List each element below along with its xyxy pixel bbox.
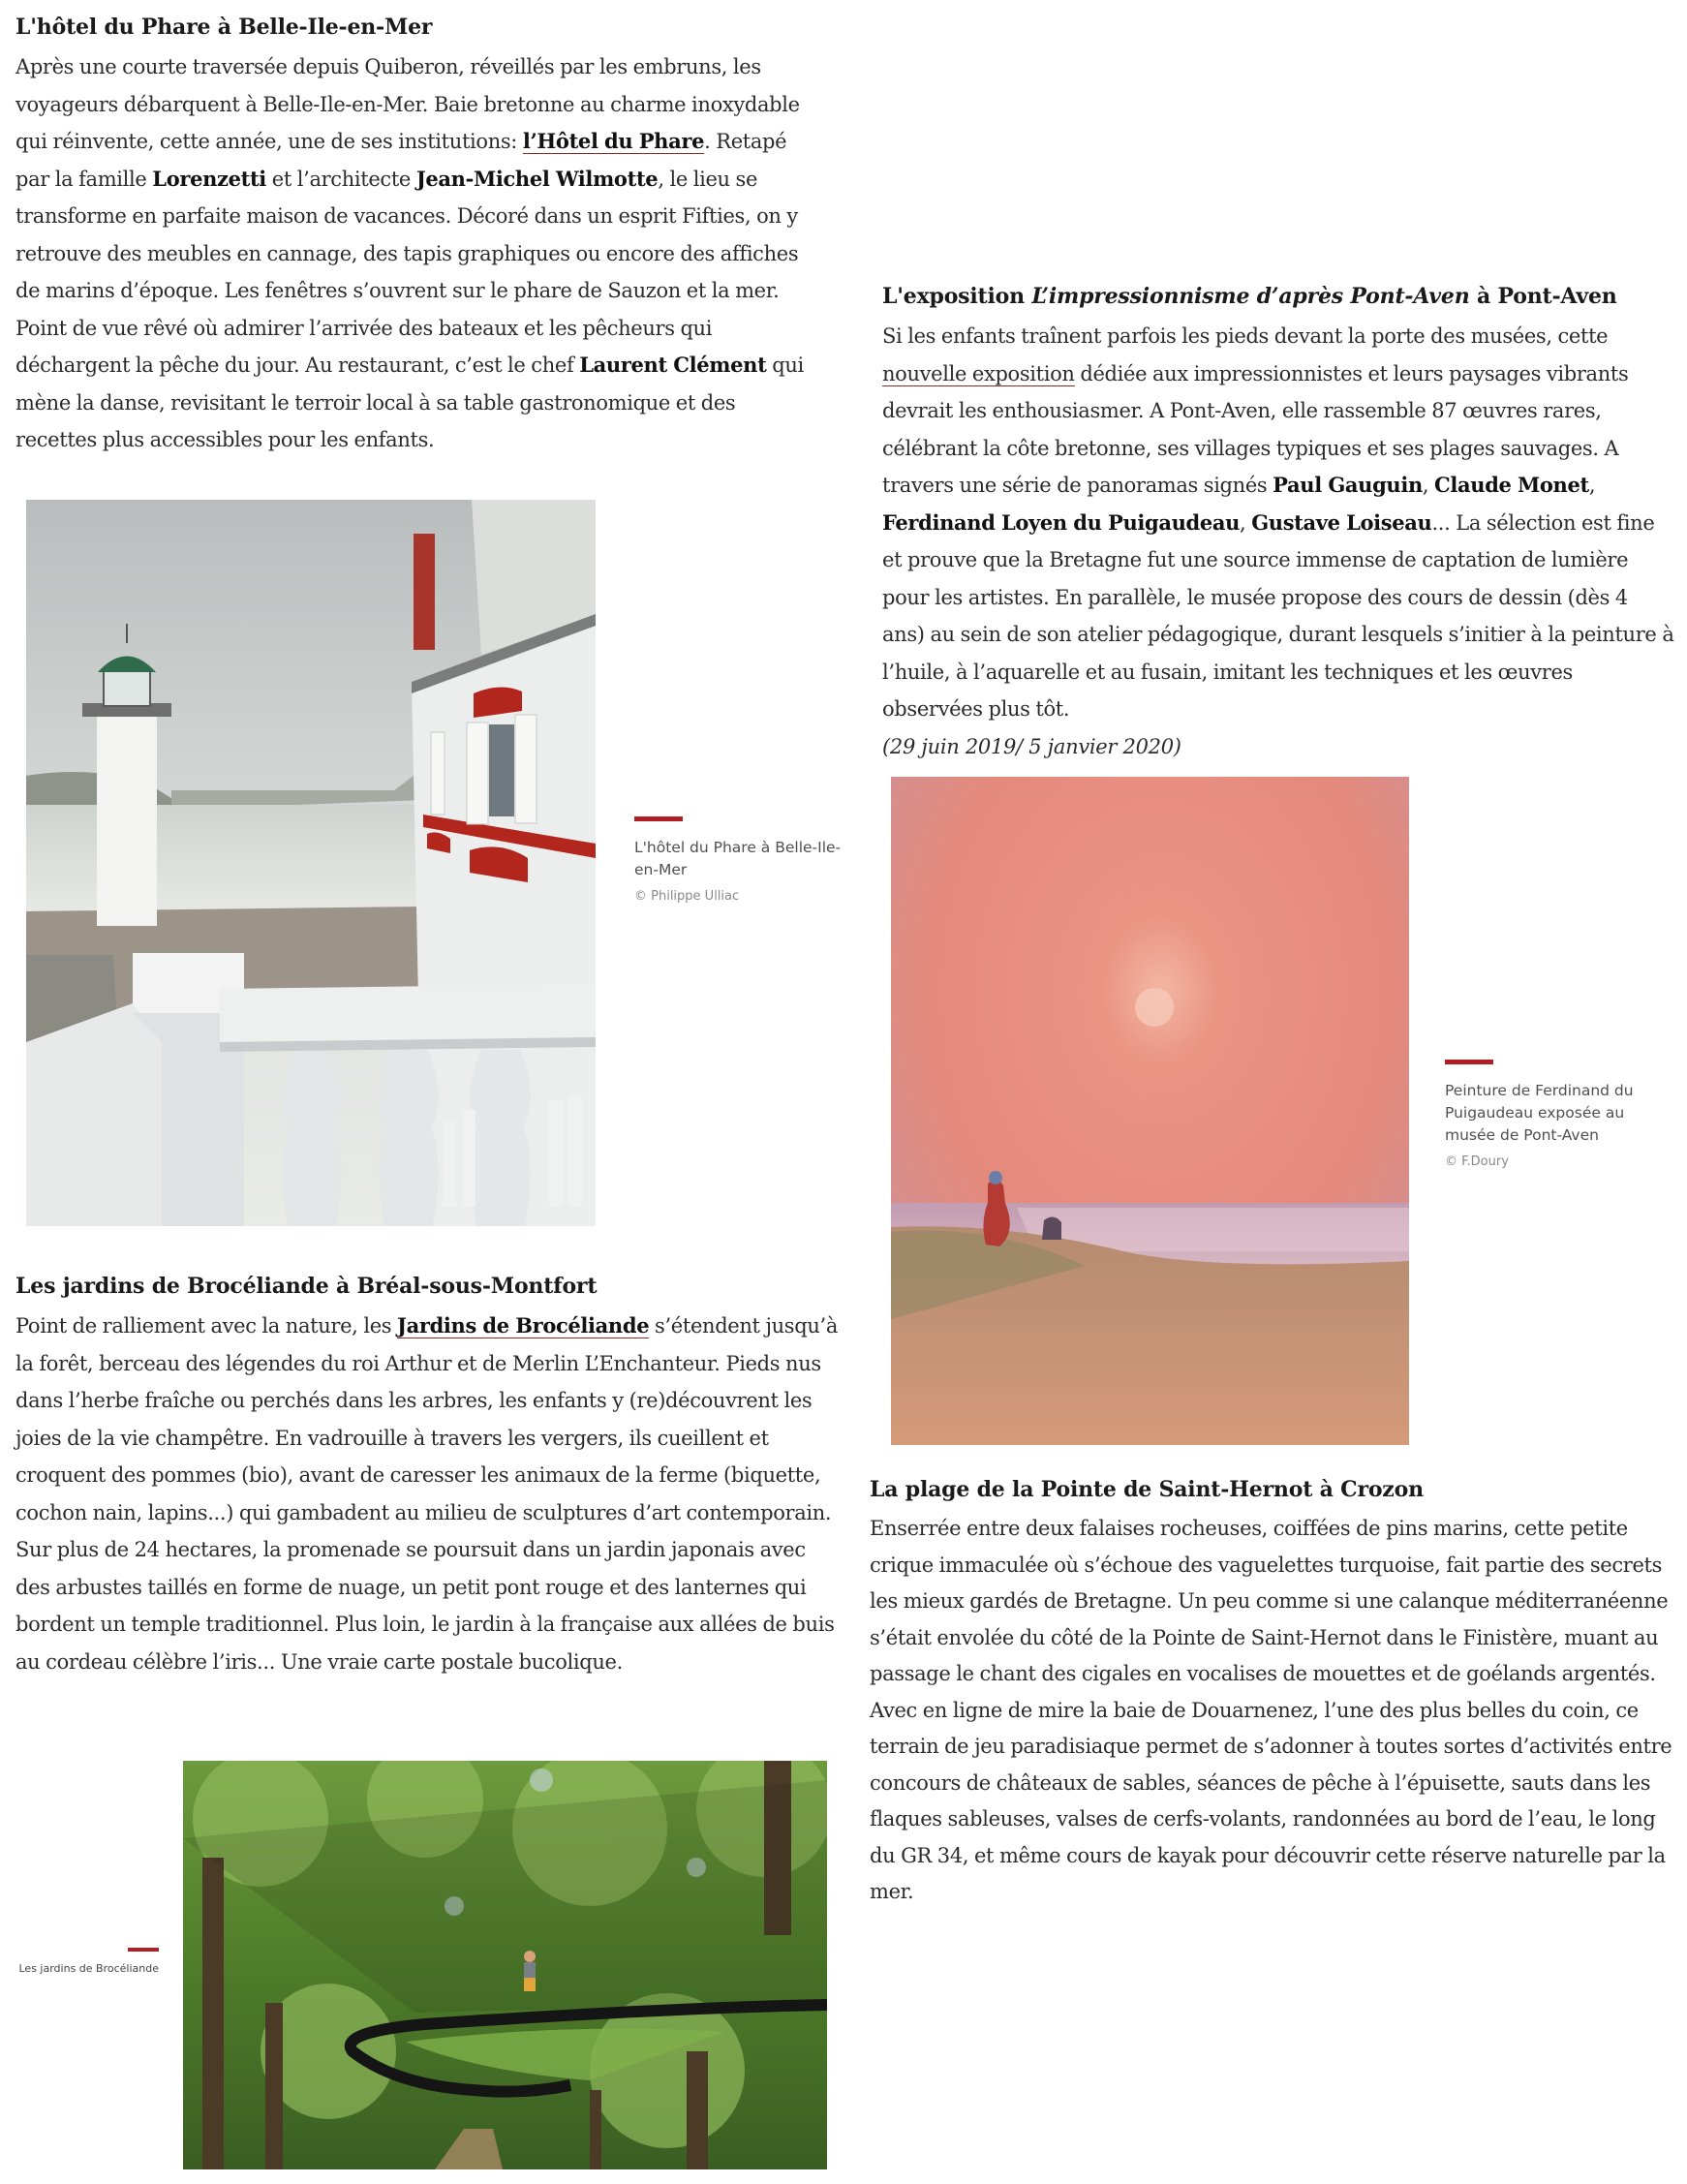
bold-name: Lorenzetti [152, 166, 266, 191]
section-plage-saint-hernot [870, 1476, 1683, 1911]
jardins-photo-caption [15, 1948, 159, 1977]
section-title: La plage de la Pointe de Saint-Hernot à Crozon [870, 1477, 1424, 1502]
text: et l’architecte [265, 167, 416, 191]
caption-accent-bar [634, 816, 683, 821]
caption-text: L'hôtel du Phare à Belle-Ile-en-Mer [634, 839, 842, 878]
separator: , [1588, 474, 1596, 497]
text: qui mène la danse, revisitant le terroir local à sa table gastronomique et des recettes plus accessibles pour les enfants. [15, 354, 804, 451]
puigaudeau-painting-photo[interactable] [891, 777, 1409, 1445]
section-body [870, 1511, 1683, 1911]
text: s’étendent jusqu’à la forêt, berceau des légendes du roi Arthur et de Merlin L’Enchanteur. Pieds nus dans l’herbe fraîche ou perchés dans les arbres, les enfants y (re)découvrent les joies de la vie champêtre. En vadrouille à travers les vergers, ils cueillent et croquent des pommes (bio), avant de caresser les animaux de la ferme (biquette, cochon nain, lapins...) qui gambadent au milieu de sculptures d’art contemporain. Sur plus de 24 hectares, la promenade se poursuit dans un jardin japonais avec des arbustes taillés en forme de nuage, un petit pont rouge et des lanternes qui bordent un temple traditionnel. Plus loin, le jardin à la française aux allées de buis au cordeau célèbre l’iris... Une vraie carte postale bucolique. [15, 1314, 838, 1674]
photo-credit: © F.Doury [1445, 1154, 1509, 1169]
text: dédiée aux impressionnistes et leurs paysages vibrants devrait les enthousiasmer. A Pont-Aven, elle rassemble 87 œuvres rares, célébrant la côte bretonne, ses villages typiques et ses plages sauvages. A travers une série de panoramas signés [882, 361, 1629, 497]
text: , le lieu se transforme en parfaite maison de vacances. Décoré dans un esprit Fifties, on y retrouve des meubles en cannage, des tapis graphiques ou encore des affiches de marins d’époque. Les fenêtres s’ouvrent sur le phare de Sauzon et la mer. Point de vue rêvé où admirer l’arrivée des bateaux et les pêcheurs qui déchargent la pêche du jour. Au restaurant, c’est le chef [15, 167, 799, 377]
caption-text: Peinture de Ferdinand du Puigaudeau exposée au musée de Pont-Aven [1445, 1082, 1634, 1144]
section-title: L'hôtel du Phare à Belle-Ile-en-Mer [15, 15, 433, 40]
bold-name: Laurent Clément [579, 353, 767, 377]
title-text: L'exposition [882, 284, 1032, 309]
artist-name: Ferdinand Loyen du Puigaudeau [882, 509, 1241, 535]
jardins-broceliande-photo[interactable] [183, 1761, 827, 2169]
photo-credit: © Philippe Ulliac [634, 889, 740, 904]
jardins-de-broceliande-link[interactable]: Jardins de Brocéliande [397, 1313, 650, 1338]
separator: , [1422, 474, 1435, 497]
nouvelle-exposition-link[interactable]: nouvelle exposition [882, 361, 1075, 385]
section-hotel-du-phare [15, 14, 819, 459]
section-title: Les jardins de Brocéliande à Bréal-sous-Montfort [15, 1274, 598, 1299]
text: Si les enfants traînent parfois les pieds devant la porte des musées, cette [882, 324, 1609, 348]
hotel-du-phare-photo[interactable] [26, 500, 596, 1226]
painting-caption [1445, 1060, 1658, 1172]
caption-text: Les jardins de Brocéliande [18, 1962, 159, 1975]
bold-name: Jean-Michel Wilmotte [415, 166, 659, 191]
exhibition-dates: (29 juin 2019/ 5 janvier 2020) [882, 734, 1181, 758]
section-body [15, 1307, 844, 1680]
hotel-du-phare-link[interactable]: l’Hôtel du Phare [522, 129, 705, 153]
section-body [882, 318, 1674, 728]
section-title [882, 283, 1674, 310]
caption-accent-bar [1445, 1060, 1493, 1064]
caption-accent-bar [128, 1948, 159, 1952]
section-jardins-broceliande [15, 1273, 844, 1680]
section-exposition-pont-aven [882, 283, 1674, 765]
artist-name: Paul Gauguin [1273, 473, 1423, 497]
artist-name: Gustave Loiseau [1251, 509, 1432, 535]
separator: , [1240, 510, 1252, 535]
text: Après une courte traversée depuis Quiberon, réveillés par les embruns, les voyageurs débarquent à Belle-Ile-en-Mer. Baie bretonne au charme inoxydable qui réinvente, cette année, une de ses institutions: [15, 55, 800, 153]
text: Point de ralliement avec la nature, les [15, 1314, 398, 1338]
hotel-photo-caption [634, 816, 847, 907]
text: . Retapé par la famille [15, 130, 787, 191]
text: Enserrée entre deux falaises rocheuses, coiffées de pins marins, cette petite crique immaculée où s’échoue des vaguelettes turquoise, fait partie des secrets les mieux gardés de Bretagne. Un peu comme si une calanque méditerranéenne s’était envolée du côté de la Pointe de Saint-Hernot dans le Finistère, muant au passage le chant des cigales en vocalises de mouettes et de goélands argentés. [870, 1517, 1669, 1685]
title-text: à Pont-Aven [1469, 284, 1617, 309]
section-body [15, 48, 819, 459]
text: ... La sélection est fine et prouve que la Bretagne fut une source immense de captation de lumière pour les artistes. En parallèle, le musée propose des cours de dessin (dès 4 ans) au sein de son atelier pédagogique, durant lesquels s’initier à la peinture à l’huile, à l’aquarelle et au fusain, imitant les techniques et les œuvres observées plus tôt. [882, 510, 1674, 721]
exhibition-name: L’impressionnisme d’après Pont-Aven [1031, 284, 1470, 309]
text: Avec en ligne de mire la baie de Douarnenez, l’une des plus belles du coin, ce terrain de jeu paradisiaque permet de s’adonner à toutes sortes d’activités entre concours de châteaux de sables, séances de pêche à l’épuisette, sauts dans les flaques sableuses, valses de cerfs-volants, randonnées au bord de l’eau, le long du GR 34, et même cours de kayak pour découvrir cette réserve naturelle par la mer. [870, 1698, 1672, 1903]
artist-name: Claude Monet [1434, 473, 1589, 497]
child-on-net [524, 1951, 536, 1991]
